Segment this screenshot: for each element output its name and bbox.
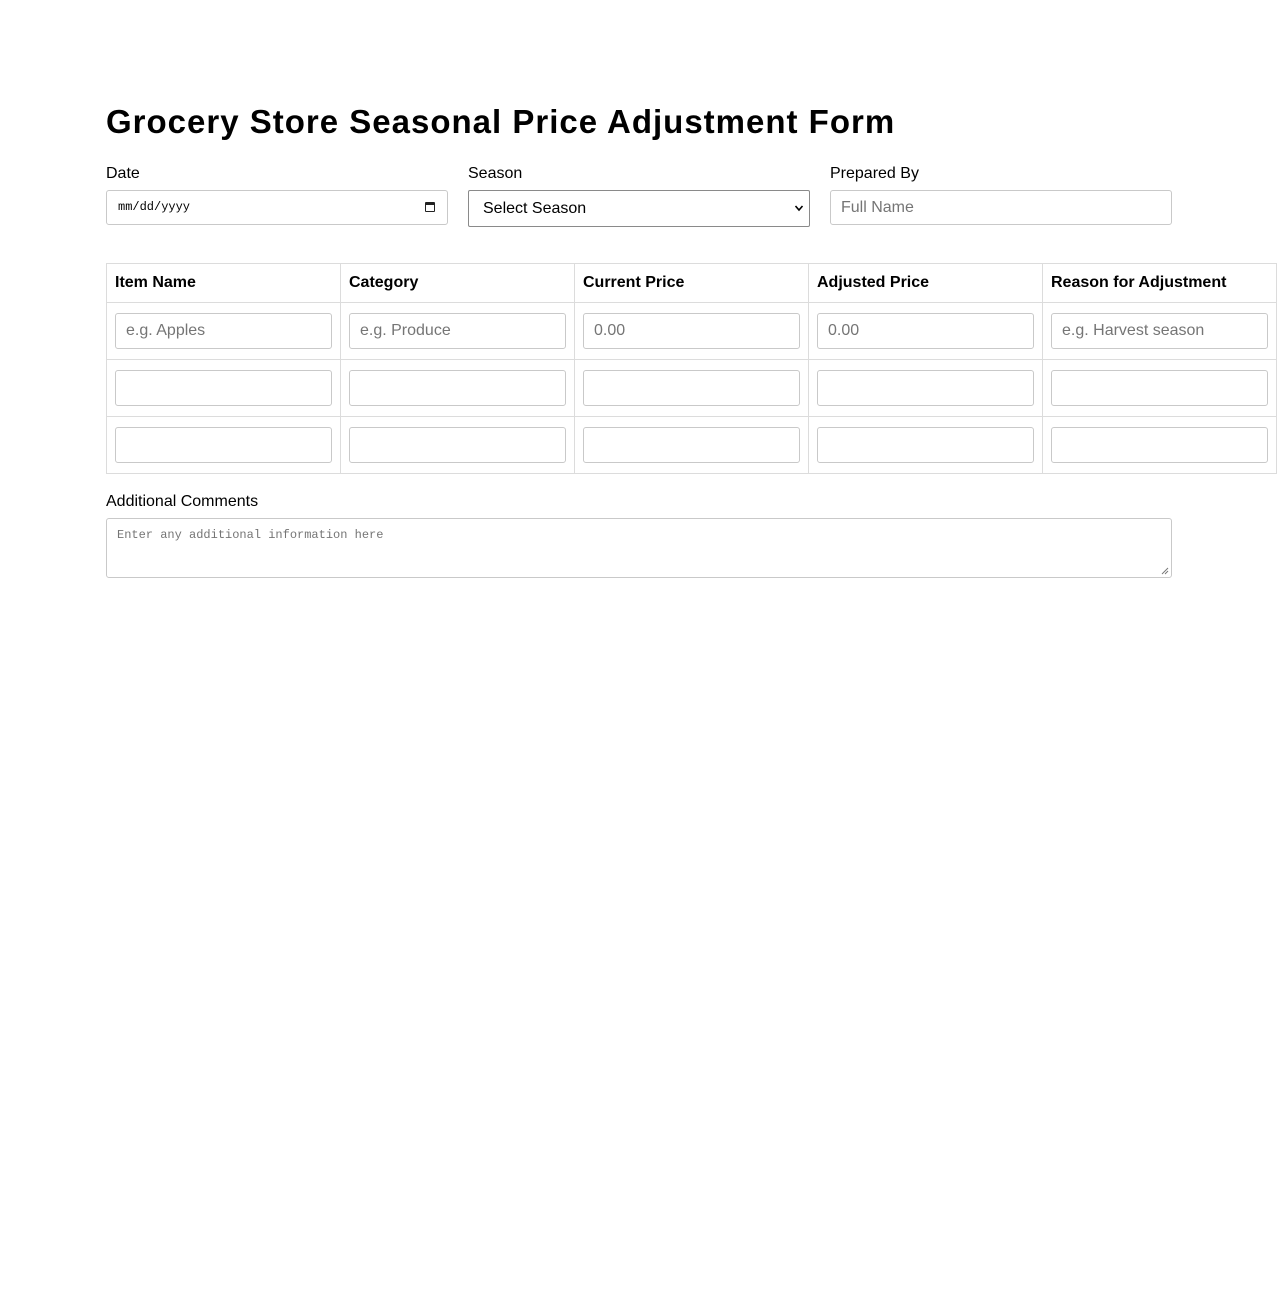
page-title: Grocery Store Seasonal Price Adjustment Form [106, 103, 896, 140]
table-cell [341, 303, 575, 360]
prepared-by-field-group [830, 165, 1172, 225]
table-row [107, 303, 1277, 360]
season-field-group [468, 165, 810, 227]
category-input[interactable] [349, 370, 566, 406]
item-name-input[interactable]: e.g. Apples [115, 313, 332, 349]
adjusted-price-input[interactable]: 0.00 [817, 313, 1034, 349]
table-cell [341, 360, 575, 417]
comments-textarea[interactable] [106, 518, 1172, 578]
reason-input[interactable] [1051, 370, 1268, 406]
resize-grip-icon[interactable] [1161, 567, 1169, 575]
table-cell [809, 360, 1043, 417]
comments-placeholder: Enter any additional information here [117, 528, 384, 542]
category-input[interactable]: e.g. Produce [349, 313, 566, 349]
table-cell [1043, 417, 1277, 474]
calendar-icon[interactable] [425, 202, 435, 212]
table-cell [341, 417, 575, 474]
chevron-down-icon [794, 201, 804, 215]
date-label: Date [106, 165, 140, 182]
adjusted-price-input[interactable] [817, 427, 1034, 463]
reason-input[interactable] [1051, 427, 1268, 463]
table-cell [575, 417, 809, 474]
date-field-group [106, 165, 448, 225]
prepared-by-label: Prepared By [830, 165, 919, 182]
table-row [107, 417, 1277, 474]
comments-label: Additional Comments [106, 493, 259, 510]
table-header-row [107, 264, 1277, 303]
table-cell [575, 360, 809, 417]
table-cell [809, 303, 1043, 360]
header-reason: Reason for Adjustment [1043, 264, 1277, 303]
header-category: Category [341, 264, 575, 303]
table-cell [1043, 360, 1277, 417]
season-selected-value: Select Season [483, 200, 587, 217]
season-label: Season [468, 165, 523, 182]
table-cell [107, 360, 341, 417]
reason-input[interactable]: e.g. Harvest season [1051, 313, 1268, 349]
header-current-price: Current Price [575, 264, 809, 303]
table-row [107, 360, 1277, 417]
season-select[interactable] [468, 190, 810, 227]
item-name-input[interactable] [115, 370, 332, 406]
table-cell [107, 417, 341, 474]
price-adjustment-table [106, 263, 1277, 474]
current-price-input[interactable] [583, 370, 800, 406]
adjusted-price-input[interactable] [817, 370, 1034, 406]
current-price-input[interactable]: 0.00 [583, 313, 800, 349]
date-input-placeholder: mm/dd/yyyy [118, 200, 191, 214]
table-cell [809, 417, 1043, 474]
header-item-name: Item Name [107, 264, 341, 303]
price-adjustment-table-wrapper [106, 263, 1277, 474]
prepared-by-input[interactable] [830, 190, 1172, 225]
table-cell [575, 303, 809, 360]
prepared-by-placeholder: Full Name [841, 199, 914, 216]
item-name-input[interactable] [115, 427, 332, 463]
date-input[interactable] [106, 190, 448, 225]
current-price-input[interactable] [583, 427, 800, 463]
table-cell [1043, 303, 1277, 360]
table-cell [107, 303, 341, 360]
header-adjusted-price: Adjusted Price [809, 264, 1043, 303]
category-input[interactable] [349, 427, 566, 463]
